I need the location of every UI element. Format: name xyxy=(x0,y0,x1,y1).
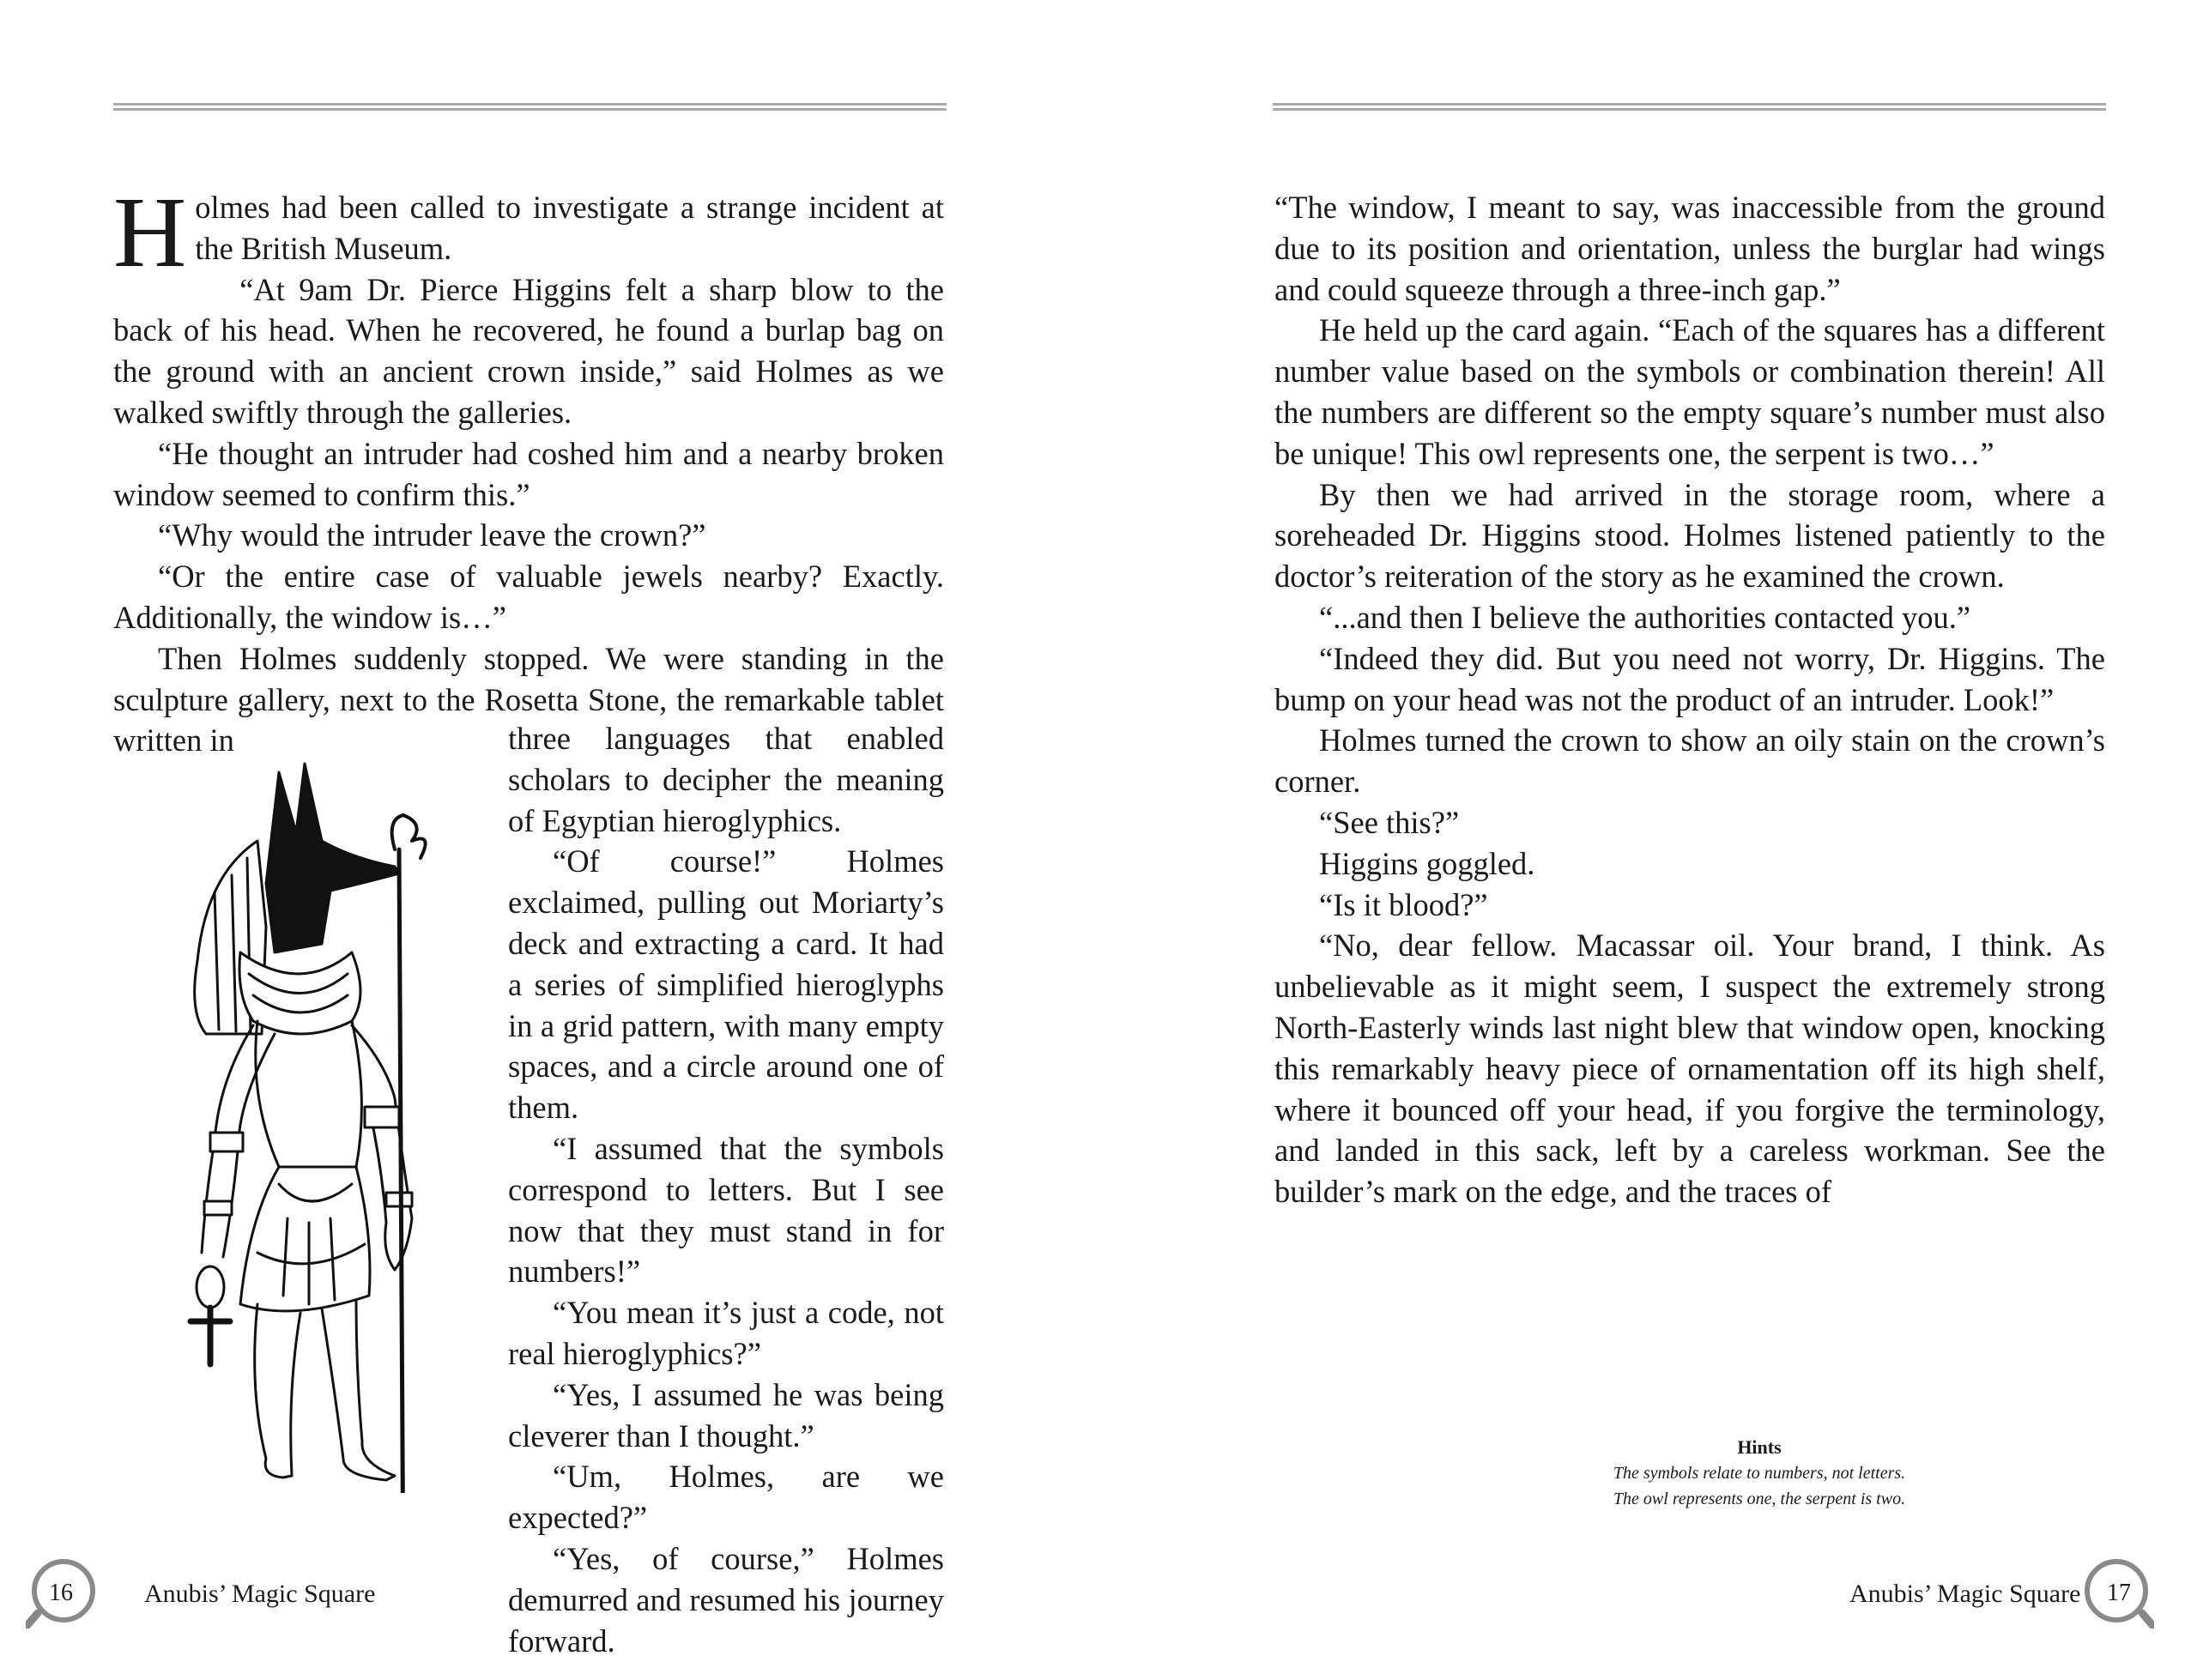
paragraph: three languages that enabled scholars to decipher the meaning of Egyptian hieroglyphics. xyxy=(508,721,944,838)
paragraph: “Why would the intruder leave the crown?” xyxy=(158,517,706,553)
anubis-illustration xyxy=(137,738,498,1493)
paragraph: “He thought an intruder had coshed him and a nearby broken window seemed to confirm this.” xyxy=(113,435,944,512)
paragraph: He held up the card again. “Each of the squares has a different number value based on the symbols or combination therein! All the numbers are different so the empty square’s number must also be unique! This owl represents one, the serpent is two…” xyxy=(1274,312,2105,471)
paragraph: “Is it blood?” xyxy=(1319,886,1488,922)
page-number-right xyxy=(2084,1558,2154,1629)
hint-line: The owl represents one, the serpent is two. xyxy=(1613,1490,1906,1508)
left-page-text xyxy=(113,176,944,761)
page-number-left xyxy=(26,1558,96,1629)
paragraph: Higgins goggled. xyxy=(1319,845,1535,881)
paragraph: “I assumed that the symbols correspond to letters. But I see now that they must stand in for numbers!” xyxy=(508,1130,944,1290)
hints-title: Hints xyxy=(1737,1436,1782,1458)
paragraph: “At 9am Dr. Pierce Higgins felt a sharp blow to the back of his head. When he recovered, he found a burlap bag on the ground with an ancient crown inside,” said Holmes as we walked swiftly through the galleries. xyxy=(113,271,944,430)
drop-cap: H xyxy=(113,176,187,288)
paragraph: Holmes turned the crown to show an oily stain on the crown’s corner. xyxy=(1274,722,2105,800)
paragraph: Then Holmes suddenly stopped. We were standing in the sculpture gallery, next to the Rosetta Stone, the remarkable tablet written in xyxy=(113,640,944,758)
header-rule-right xyxy=(1273,103,2106,111)
page-number: 17 xyxy=(2107,1580,2131,1606)
paragraph: “Indeed they did. But you need not worry, Dr. Higgins. The bump on your head was not the product of an intruder. Look!” xyxy=(1274,640,2105,717)
paragraph: “...and then I believe the authorities contacted you.” xyxy=(1319,599,1971,635)
hint-line: The symbols relate to numbers, not letters. xyxy=(1613,1464,1906,1483)
paragraph: “See this?” xyxy=(1319,804,1460,840)
left-column-text xyxy=(508,718,944,1661)
paragraph: “Um, Holmes, are we expected?” xyxy=(508,1459,944,1536)
footer-title-right: Anubis’ Magic Square xyxy=(1849,1580,2081,1608)
paragraph: “You mean it’s just a code, not real hieroglyphics?” xyxy=(508,1295,944,1371)
right-page-text xyxy=(1274,187,2105,1212)
header-rule-left xyxy=(113,103,947,111)
opening-paragraph: Holmes had been called to investigate a strange incident at the British Museum. xyxy=(113,176,944,288)
paragraph: “No, dear fellow. Macassar oil. Your brand, I think. As unbelievable as it might seem, I suspect the extremely strong North-Easterly winds last night blew that window open, knocking this remarkably heavy piece of ornamentation off its high shelf, where it bounced off your head, if you forgive the terminology, and landed in this sack, left by a careless workman. See the builder’s mark on the edge, and the traces of xyxy=(1274,928,2105,1210)
paragraph: “Yes, of course,” Holmes demurred and resumed his journey forward. xyxy=(508,1540,944,1659)
hints-box xyxy=(1502,1435,2017,1512)
paragraph: “Of course!” Holmes exclaimed, pulling out Moriarty’s deck and extracting a card. It had a series of simplified hieroglyphs in a grid pattern, with many empty spaces, and a circle around one of them. xyxy=(508,843,944,1126)
paragraph: “The window, I meant to say, was inaccessible from the ground due to its position and orientation, unless the burglar had wings and could squeeze through a three-inch gap.” xyxy=(1274,190,2105,307)
paragraph: “Or the entire case of valuable jewels nearby? Exactly. Additionally, the window is…” xyxy=(113,559,944,635)
paragraph: By then we had arrived in the storage room, where a soreheaded Dr. Higgins stood. Holmes listened patiently to the doctor’s reiteration of the story as he examined the crown. xyxy=(1274,476,2105,595)
page-number: 16 xyxy=(49,1580,73,1606)
paragraph: “Yes, I assumed he was being cleverer than I thought.” xyxy=(508,1376,944,1453)
footer-title-left: Anubis’ Magic Square xyxy=(144,1580,376,1608)
